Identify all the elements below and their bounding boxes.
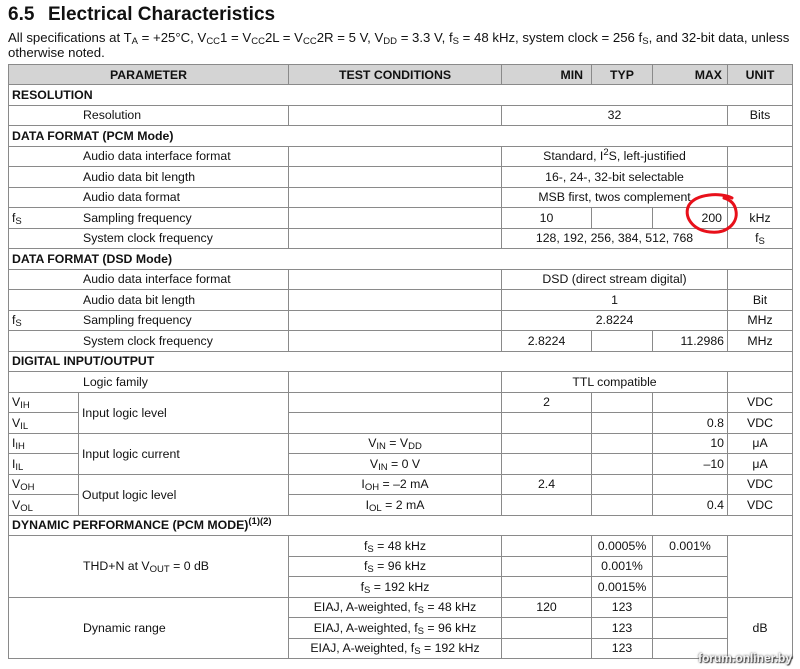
table-row: Audio data bit length 1 Bit xyxy=(9,290,793,311)
header-test-conditions: TEST CONDITIONS xyxy=(289,65,502,85)
header-parameter: PARAMETER xyxy=(9,65,289,85)
header-min: MIN xyxy=(502,65,592,85)
section-row-pcm: DATA FORMAT (PCM Mode) xyxy=(9,126,793,147)
section-heading: Electrical Characteristics xyxy=(48,4,276,25)
max-sampling-frequency: 200 xyxy=(653,208,728,229)
table-row: Audio data interface format DSD (direct stream digital) xyxy=(9,269,793,290)
table-row: $V_{IH}$ Input logic level 2 VDC xyxy=(9,392,793,413)
electrical-characteristics-table xyxy=(8,64,793,659)
section-row-digital-io: DIGITAL INPUT/OUTPUT xyxy=(9,351,793,372)
table-header-row xyxy=(9,65,793,85)
table-row: $f_S$ Sampling frequency 2.8224 MHz xyxy=(9,310,793,331)
section-title xyxy=(8,4,275,26)
intro-text: All specifications at $T_A = +25^\circ C$, $V_{CC}1 = V_{CC}2L = V_{CC}2R = 5$ V, $V_{DD} = 3.3$ V, $f_S = 48$ kHz, system clock = 256 $f_S$, and 32-bit data, unless otherwise noted. xyxy=(8,30,790,60)
table-row: Audio data interface format Standard, $I^2S$, left-justified xyxy=(9,146,793,167)
table-row: $V_{IL}$ 0.8 VDC xyxy=(9,413,793,434)
table-row: Logic family TTL compatible xyxy=(9,372,793,393)
header-max: MAX xyxy=(653,65,728,85)
header-unit: UNIT xyxy=(728,65,793,85)
table-row: System clock frequency 2.8224 11.2986 MHz xyxy=(9,331,793,352)
section-row-dynamic: DYNAMIC PERFORMANCE (PCM MODE)$^{(1)(2)}$ xyxy=(9,515,793,536)
table-row: $I_{IH}$ Input logic current $V_{IN} = V_{DD}$ 10 μA xyxy=(9,433,793,454)
table-row: Audio data format MSB first, twos complement xyxy=(9,187,793,208)
section-number: 6.5 xyxy=(8,4,35,25)
table-row: Audio data bit length 16-, 24-, 32-bit selectable xyxy=(9,167,793,188)
table-row: $V_{OL}$ $I_{OL} = 2$ mA 0.4 VDC xyxy=(9,495,793,516)
table-row: Dynamic range EIAJ, A-weighted, $f_S = 48$ kHz 120 123 dB xyxy=(9,597,793,618)
table-row: EIAJ, A-weighted, $f_S = 96$ kHz 123 xyxy=(9,618,793,639)
header-typ: TYP xyxy=(592,65,653,85)
table-row: System clock frequency 128, 192, 256, 384, 512, 768 $f_S$ xyxy=(9,228,793,249)
section-row-dsd: DATA FORMAT (DSD Mode) xyxy=(9,249,793,270)
table-row: Resolution 32 Bits xyxy=(9,105,793,126)
table-row: $V_{OH}$ Output logic level $I_{OH} = -2$ mA 2.4 VDC xyxy=(9,474,793,495)
table-row: $f_S = 96$ kHz 0.001% xyxy=(9,556,793,577)
table-row: $f_S$ Sampling frequency 10 200 kHz xyxy=(9,208,793,229)
table-row: $f_S = 192$ kHz 0.0015% xyxy=(9,577,793,598)
table-row: EIAJ, A-weighted, $f_S = 192$ kHz 123 xyxy=(9,638,793,659)
section-row-resolution: RESOLUTION xyxy=(9,85,793,106)
table-row: $I_{IL}$ $V_{IN} = 0$ V –10 μA xyxy=(9,454,793,475)
watermark: forum.onliner.by xyxy=(697,651,792,665)
table-row: THD+N at $V_{OUT} = 0$ dB $f_S = 48$ kHz 0.0005% 0.001% xyxy=(9,536,793,557)
